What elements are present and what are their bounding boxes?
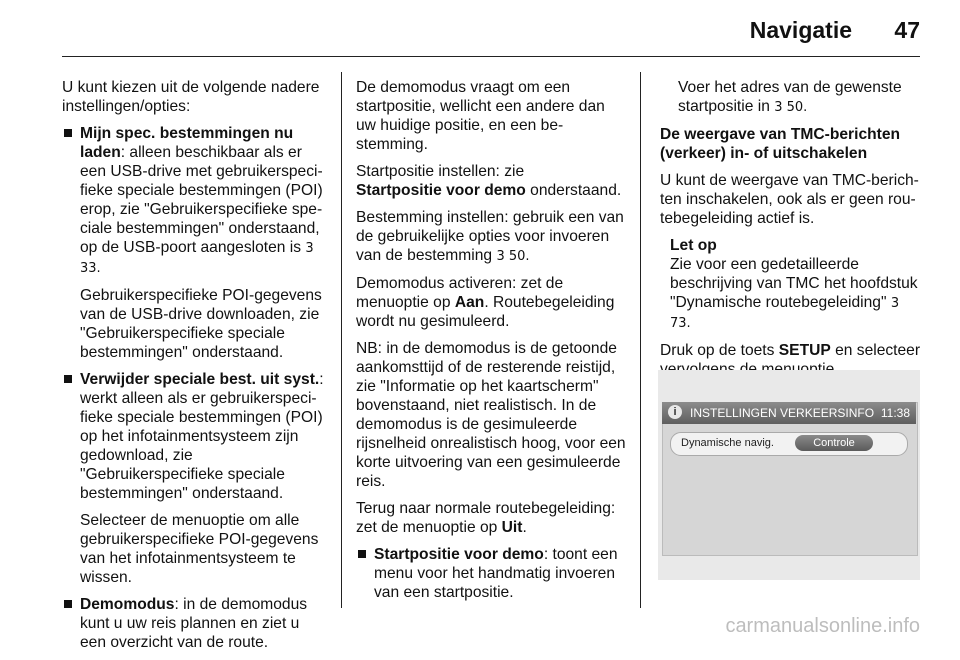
page-reference: 3 50. bbox=[774, 100, 808, 115]
option-description: : alleen beschikbaar als er een USB-drive met gebruikerspecifieke speciale bestemmingen (POI) erop, zie "Gebruikerspecifieke speciale bestemmingen" onderstaand, op de USB-poort aangesloten is bbox=[80, 144, 323, 256]
list-item bbox=[62, 370, 324, 503]
note-text: Zie voor een gedetailleerde beschrijving van TMC het hoofdstuk "Dynamische routebegeleiding" bbox=[670, 256, 918, 311]
body-paragraph: NB: in de demomodus is de getoonde aankomsttijd of de resterende reistijd, zie "Informatie op het kaartscherm" bovenstaand, niet realistisch. In de demomodus is de gesimuleerde rijsnelheid onrealistisch hoog, voor een korte uitvoering van een gesimuleerde reis. bbox=[356, 340, 626, 490]
note-box bbox=[660, 236, 922, 333]
body-text: en selecteer bbox=[835, 342, 921, 359]
bullet-square-icon bbox=[358, 550, 366, 558]
option-name: Startpositie voor demo bbox=[356, 182, 526, 199]
section-heading bbox=[660, 125, 922, 163]
column-2 bbox=[356, 78, 626, 610]
column-divider bbox=[341, 72, 342, 608]
control-button[interactable]: Controle bbox=[795, 435, 873, 451]
option-name: Startpositie voor demo bbox=[374, 546, 544, 563]
option-value: Aan bbox=[454, 294, 485, 311]
option-description: : toont een menu voor het handmatig invoeren van een startpositie. bbox=[374, 546, 618, 601]
info-icon: i bbox=[668, 405, 682, 419]
option-name: Demomodus bbox=[80, 596, 175, 613]
infotainment-screenshot bbox=[658, 370, 920, 580]
screen-clock: 11:38 bbox=[880, 406, 910, 420]
body-text: Druk op de toets bbox=[660, 342, 779, 359]
page-reference: 3 33. bbox=[80, 241, 314, 276]
page-reference: 3 73. bbox=[670, 296, 900, 331]
body-text: Bestemming instellen: gebruik een van de gebruikelijke opties voor invoeren van de bestemming bbox=[356, 209, 624, 264]
option-paragraph: Gebruikerspecifieke POI-gegevens van de USB-drive downloaden, zie "Gebruikerspecifieke speciale bestemmingen" onderstaand. bbox=[80, 287, 322, 361]
page-number: 47 bbox=[894, 17, 920, 43]
column-divider bbox=[640, 72, 641, 608]
bullet-square-icon bbox=[64, 129, 72, 137]
body-paragraph bbox=[356, 274, 626, 331]
screen-title-bar bbox=[662, 402, 916, 424]
body-text: onderstaand. bbox=[525, 182, 622, 199]
column-1 bbox=[62, 78, 324, 660]
body-text: Terug naar normale routebegeleiding: zet de menuoptie op bbox=[356, 500, 616, 536]
option-name: Mijn spec. bestemmingen nu laden bbox=[80, 125, 294, 161]
bullet-square-icon bbox=[64, 600, 72, 608]
column-3 bbox=[660, 78, 922, 406]
option-paragraph: Selecteer de menuoptie om alle gebruikerspecifieke POI-gegevens van het infotainmentsysteem te wissen. bbox=[80, 512, 319, 586]
body-text: Demomodus activeren: zet de menuoptie op bbox=[356, 275, 564, 311]
intro-text: U kunt kiezen uit de volgende nadere instellingen/opties: bbox=[62, 79, 320, 115]
section-title: Navigatie bbox=[749, 17, 852, 43]
key-name: SETUP bbox=[778, 342, 831, 359]
menu-row-dynamic-navigation[interactable] bbox=[670, 432, 908, 456]
note-label: Let op bbox=[670, 237, 717, 254]
body-paragraph bbox=[356, 162, 626, 200]
option-description: : in de demomodus kunt u uw reis plannen en ziet u een overzicht van de route. bbox=[80, 596, 308, 651]
watermark: carmanualsonline.info bbox=[725, 615, 920, 637]
list-item bbox=[62, 595, 324, 652]
body-paragraph bbox=[356, 499, 626, 537]
body-text: Voer het adres van de gewenste startpositie in bbox=[678, 79, 902, 115]
heading-text: De weergave van TMC-berichten (verkeer) in- of uitschakelen bbox=[660, 126, 901, 162]
option-description: : werkt alleen als er gebruikerspecifieke speciale bestemmingen (POI) op het infotainmentsysteem zijn gedownload, zie "Gebruikerspecifieke speciale bestemmingen" onderstaand. bbox=[80, 371, 324, 502]
body-paragraph bbox=[660, 78, 922, 117]
page-reference: 3 50. bbox=[496, 249, 530, 264]
list-item bbox=[356, 545, 626, 602]
body-text: . Routebegeleiding wordt nu gesimuleerd. bbox=[356, 294, 615, 330]
option-value: Uit bbox=[501, 519, 523, 536]
screen-panel bbox=[662, 402, 918, 556]
body-text: Startpositie instellen: zie bbox=[356, 163, 525, 180]
option-name: Verwijder speciale best. uit syst. bbox=[80, 371, 320, 388]
body-paragraph: U kunt de weergave van TMC-berichten inschakelen, ook als er geen routebegeleiding actief is. bbox=[660, 172, 919, 227]
bullet-square-icon bbox=[64, 375, 72, 383]
list-item bbox=[62, 124, 324, 278]
body-paragraph: De demomodus vraagt om een startpositie, wellicht een andere dan uw huidige positie, en een bestemming. bbox=[356, 79, 605, 153]
body-paragraph bbox=[356, 208, 626, 266]
screen-title: INSTELLINGEN VERKEERSINFO bbox=[690, 406, 875, 420]
menu-row-label: Dynamische navig. bbox=[681, 437, 774, 449]
page-header bbox=[62, 0, 920, 57]
body-text: . bbox=[522, 519, 527, 536]
